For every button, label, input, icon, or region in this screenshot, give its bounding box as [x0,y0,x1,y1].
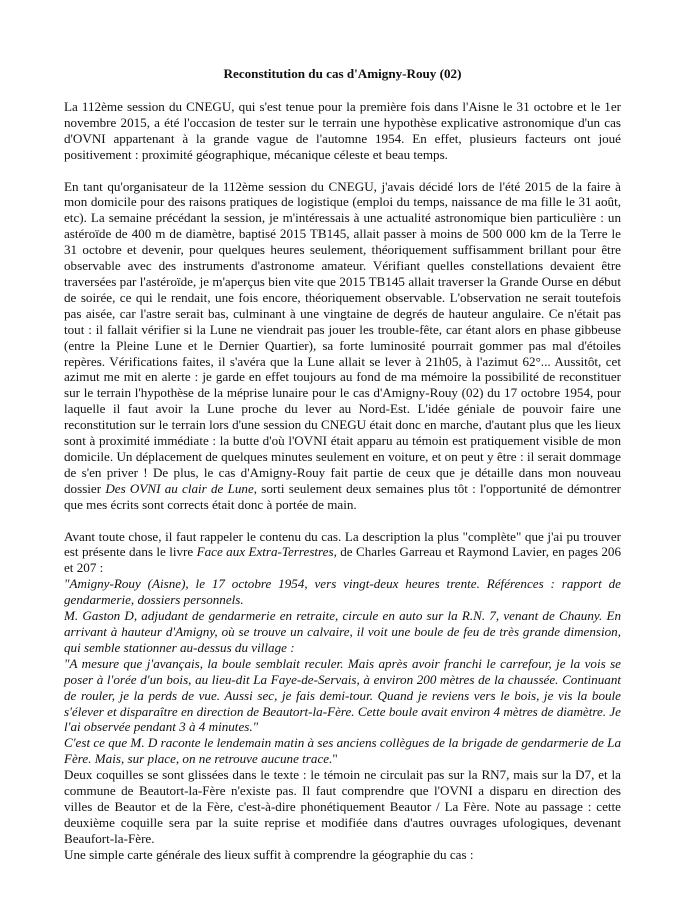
quote-conclusion [64,735,621,767]
dossier-title: Des OVNI au clair de Lune [105,480,254,496]
paragraph-case-intro-end: , de Charles Garreau et Raymond Lavier, en pages 206 et 207 : [64,544,622,576]
paragraph-map-intro: Une simple carte générale des lieux suffit à comprendre la géographie du cas : [64,846,474,862]
paragraph-typos: Deux coquilles se sont glissées dans le texte : le témoin ne circulait pas sur la RN7, mais sur la D7, et la commune de Beautort-la-Fère n'existe pas. Il faut comprendre que l'OVNI a disparu en direction des villes de Beautor et de la Fère, c'est-à-dire phonétiquement Beautor / La Fère. Note au passage : cette deuxième coquille sera par la suite reprise et modifiée dans d'autres ouvrages ufologiques, devenant Beaufort-la-Fère. [64,767,621,846]
paragraph-context-text: En tant qu'organisateur de la 112ème session du CNEGU, j'avais décidé lors de l'été 2015 de la faire à mon domicile pour des raisons pratiques de logistique (emploi du temps, naissance de ma fille le 31 août, etc). La semaine précédant la session, je m'intéressais à une actualité astronomique bien particulière : un astéroïde de 400 m de diamètre, baptisé 2015 TB145, allait passer à moins de 500 000 km de la Terre le 31 octobre et devenir, pour quelques heures seulement, théoriquement suffisamment brillant pour être observable avec des instruments d'astronome amateur. Vérifiant quelles constellations devaient être traversées par l'astéroïde, je m'aperçus bien vite que 2015 TB145 allait traverser la Grande Ourse en début de soirée, ce qui le rendait, une fois encore, théoriquement observable. L'observation ne serait toutefois pas aisée, car l'astre serait bas, culminant à une vingtaine de degrés de hauteur angulaire. Ce n'était pas tout : il fallait vérifier si la Lune ne viendrait pas jouer les trouble-fête, car étant alors en phase gibbeuse (entre la Pleine Lune et le Dernier Quartier), sa forte luminosité pourrait gommer pas mal d'étoiles repères. Vérifications faites, il s'avéra que la Lune allait se lever à 21h05, à l'azimut 62°... Aussitôt, cet azimut me mit en alerte : je garde en effet toujours au fond de ma mémoire la possibilité de reconstituer sur le terrain l'hypothèse de la méprise lunaire pour le cas d'Amigny-Rouy (02) du 17 octobre 1954, pour laquelle il faut avoir la Lune proche du lever au Nord-Est. L'idée géniale de pouvoir faire une reconstitution sur le terrain lors d'une session du CNEGU était donc en marche, d'autant plus que les lieux sont à proximité immédiate : la butte d'où l'OVNI était apparu au témoin est pratiquement visible de mon domicile. Un déplacement de quelques minutes seulement en voiture, et on peut y être : il serait dommage de s'en priver ! De plus, le cas d'Amigny-Rouy fait partie de ceux que je détaille dans mon nouveau dossier [64,178,621,496]
book-title: Face aux Extra-Terrestres [196,544,334,560]
paragraph-context-end: , sorti seulement deux semaines plus tôt : l'opportunité de démontrer que mes écrits sont corrects était donc à portée de main. [64,480,621,512]
paragraph-intro: La 112ème session du CNEGU, qui s'est tenue pour la première fois dans l'Aisne le 31 octobre et le 1er novembre 2015, a été l'occasion de tester sur le terrain une hypothèse explicative astronomique d'un cas d'OVNI appartenant à la grande vague de l'automne 1954. En effet, plusieurs facteurs ont joué positivement : proximité géographique, mécanique céleste et beau temps. [64,98,621,162]
paragraph-context [64,179,621,513]
paragraph-case-intro-text: Avant toute chose, il faut rappeler le contenu du cas. La description la plus "complète" que j'ai pu trouver est présente dans le livre [64,528,621,560]
paragraph-case-intro [64,529,621,577]
quote-witness: M. Gaston D, adjudant de gendarmerie en retraite, circule en auto sur la R.N. 7, venant de Chauny. En arrivant à hauteur d'Amigny, où se trouve un calvaire, il voit une boule de feu de très grande dimension, qui semble stationner au-dessus du village : [64,608,621,655]
quote-testimony: "A mesure que j'avançais, la boule semblait reculer. Mais après avoir franchi le carrefour, je la vois se poser à l'orée d'un bois, au lieu-dit La Faye-de-Servais, à environ 200 mètres de la chaussée. Continuant de rouler, je la perds de vue. Aussi sec, je fais demi-tour. Quand je reviens vers le bois, je vis la boule s'élever et disparaître en direction de Beautort-la-Fère. Cette boule avait environ 4 mètres de diamètre. Je l'ai observée pendant 3 à 4 minutes." [64,655,621,735]
quote-header: "Amigny-Rouy (Aisne), le 17 octobre 1954, vers vingt-deux heures trente. Références : rapport de gendarmerie, dossiers personnels. [64,576,621,608]
quote-conclusion-text: C'est ce que M. D raconte le lendemain matin à ses anciens collègues de la brigade de gendarmerie de La Fère. Mais, sur place, on ne retrouve aucune trace. [64,735,621,767]
page-title: Reconstitution du cas d'Amigny-Rouy (02) [223,66,462,81]
quote-close-mark: " [332,751,338,767]
